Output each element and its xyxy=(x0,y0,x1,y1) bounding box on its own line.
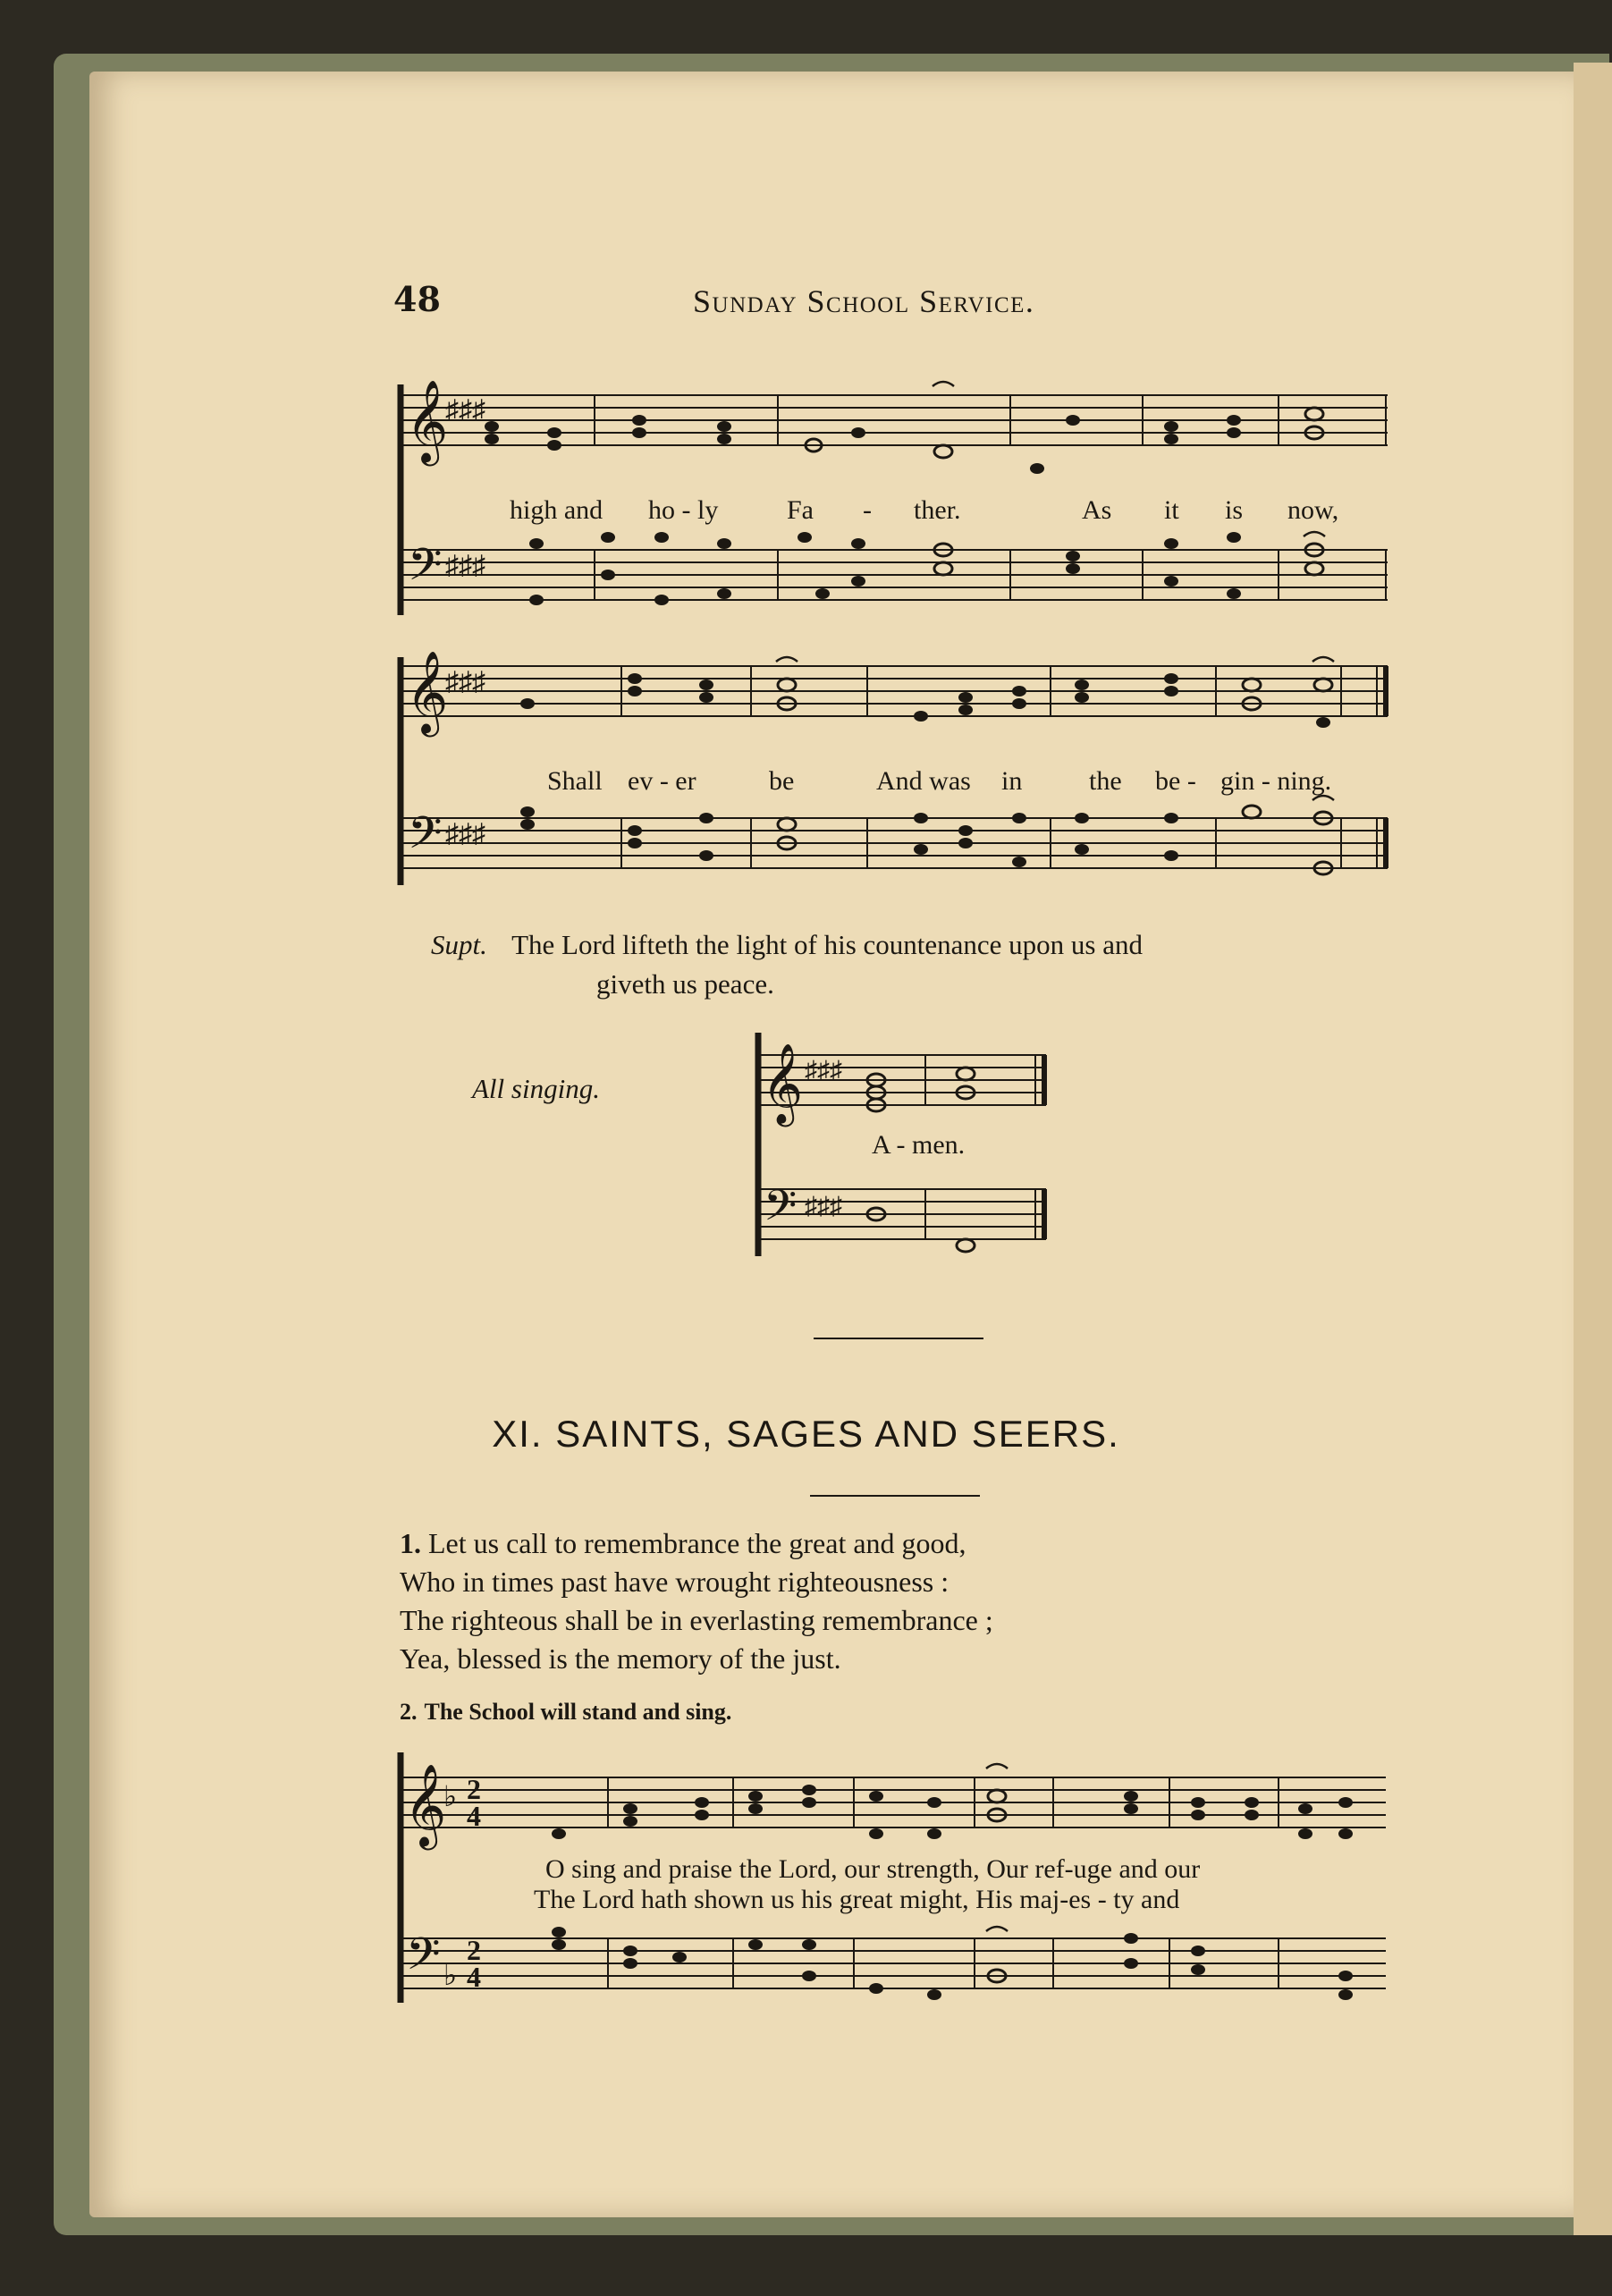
lyric-12: be xyxy=(769,766,795,796)
time-sig-top: 2 xyxy=(467,1773,481,1805)
bass-clef-icon: 𝄢 xyxy=(408,541,443,600)
supt-line1: The Lord lifteth the light of his countenance upon us and xyxy=(511,929,1144,960)
responsive-reading xyxy=(400,1524,993,1678)
treble-clef-icon: 𝄞 xyxy=(404,1767,447,1845)
svg-text:♯♯♯: ♯♯♯ xyxy=(805,1193,842,1220)
noteheads-bass2 xyxy=(520,806,1332,874)
hymn-noteheads-treble xyxy=(552,1785,1353,1839)
treble-staff-2 xyxy=(402,666,1388,716)
lyrics-row1 xyxy=(510,495,1338,525)
bass-staff-2 xyxy=(402,818,1388,868)
verse-number: 1. xyxy=(400,1527,421,1559)
section-title: XI. SAINTS, SAGES AND SEERS. xyxy=(492,1413,1120,1455)
verse-line-3: The righteous shall be in everlasting remembrance ; xyxy=(400,1604,993,1636)
lyric-11: ev - er xyxy=(628,766,696,796)
treble-clef-icon: 𝄞 xyxy=(762,1044,804,1122)
lyric-17: gin - ning. xyxy=(1220,766,1332,796)
svg-text:♯♯♯: ♯♯♯ xyxy=(445,667,485,696)
svg-text:♯♯♯: ♯♯♯ xyxy=(445,551,485,580)
hymn-music xyxy=(393,1743,1404,2012)
lyric-16: be - xyxy=(1155,766,1196,796)
music-system-1 xyxy=(393,376,1413,912)
lyric-6: As xyxy=(1082,495,1112,525)
amen-lyric: A - men. xyxy=(872,1130,966,1160)
all-singing-label: All singing. xyxy=(472,1073,600,1104)
svg-text:♭: ♭ xyxy=(443,1959,458,1991)
treble-clef-icon: 𝄞 xyxy=(406,654,449,732)
bass-clef-icon: 𝄢 xyxy=(406,1930,441,1989)
bass-clef-icon: 𝄢 xyxy=(764,1182,798,1240)
amen-music xyxy=(751,1028,1055,1261)
facing-page-edge xyxy=(1574,63,1612,2235)
hymn-lyrics-line2: The Lord hath shown us his great might, His maj-es - ty and xyxy=(534,1885,1180,1914)
supt-label: Supt. xyxy=(431,929,487,960)
lyric-9: now, xyxy=(1287,495,1339,525)
noteheads-row2 xyxy=(520,673,1332,728)
noteheads-bass1 xyxy=(529,532,1323,605)
clefs-keys-1 xyxy=(406,381,485,868)
verse-line-4: Yea, blessed is the memory of the just. xyxy=(400,1642,841,1675)
verse-line-1: 1. Let us call to remembrance the great and good, xyxy=(400,1527,966,1559)
lyric-4: - xyxy=(863,495,872,525)
lyric-13: And was xyxy=(876,766,971,796)
svg-text:♯♯♯: ♯♯♯ xyxy=(445,819,485,848)
lyric-7: it xyxy=(1164,495,1179,525)
bass-clef-icon: 𝄢 xyxy=(408,809,443,868)
lyric-14: in xyxy=(1001,766,1023,796)
verse-line-2: Who in times past have wrought righteousness : xyxy=(400,1566,949,1598)
supt-line2: giveth us peace. xyxy=(596,968,774,1000)
lyric-8: is xyxy=(1225,495,1244,525)
svg-text:♯♯♯: ♯♯♯ xyxy=(805,1057,842,1085)
lyric-15: the xyxy=(1089,766,1122,796)
treble-clef-icon: 𝄞 xyxy=(406,383,449,461)
hymn-instruction: 2. The School will stand and sing. xyxy=(400,1699,732,1725)
lyric-1: high and xyxy=(510,495,603,525)
time-sig-top: 2 xyxy=(467,1934,481,1966)
svg-text:♭: ♭ xyxy=(443,1780,458,1812)
lyric-2: ho - ly xyxy=(648,495,719,525)
page-number: 48 xyxy=(393,279,441,319)
lyrics-row2 xyxy=(547,766,1331,796)
divider-top xyxy=(814,1338,983,1339)
time-sig-bottom: 4 xyxy=(467,1961,481,1993)
superintendent-reading xyxy=(431,925,1397,1004)
noteheads-row1 xyxy=(485,408,1323,474)
lyric-10: Shall xyxy=(547,766,603,796)
svg-text:♯♯♯: ♯♯♯ xyxy=(445,395,485,425)
running-title: Sunday School Service. xyxy=(693,283,1035,319)
hymn-lyrics-line1: O sing and praise the Lord, our strength, Our ref-uge and our xyxy=(545,1854,1201,1884)
instruction-number: 2. xyxy=(400,1699,418,1725)
lyric-5: ther. xyxy=(914,495,961,525)
lyric-3: Fa xyxy=(787,495,814,525)
time-sig-bottom: 4 xyxy=(467,1800,481,1832)
divider-bottom xyxy=(810,1495,980,1497)
